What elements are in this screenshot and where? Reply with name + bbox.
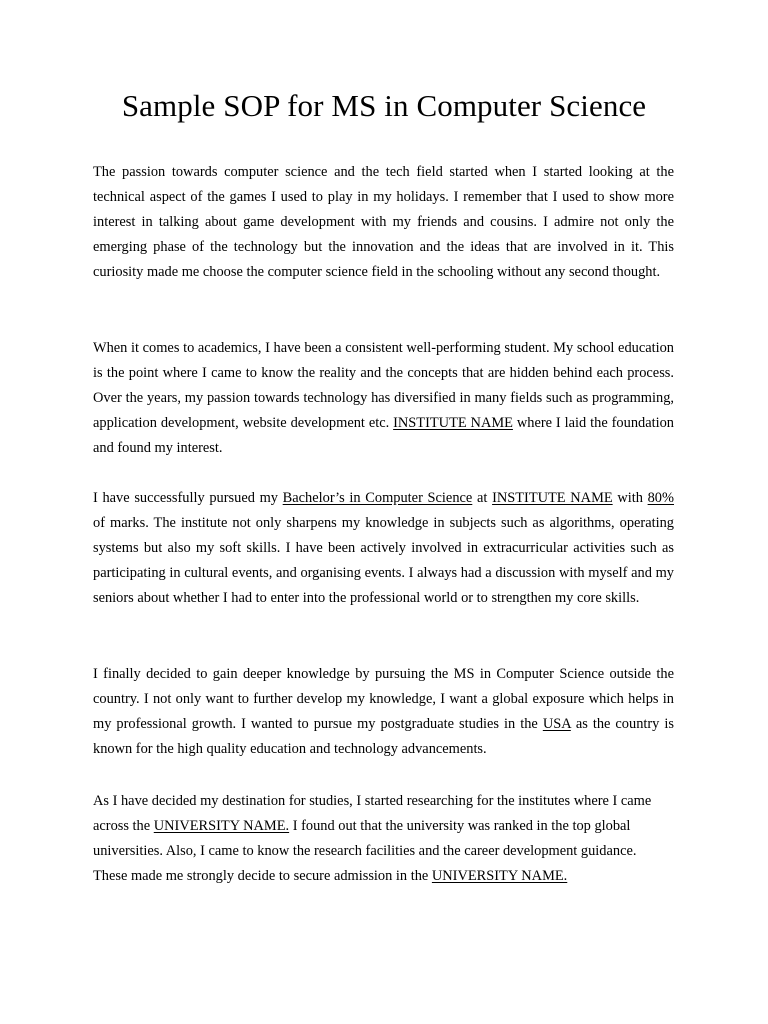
paragraph-text: As I have decided my destination for studies, I started researching for the institutes where I came across the bbox=[93, 793, 652, 835]
institute-name-placeholder: INSTITUTE NAME bbox=[393, 415, 513, 432]
paragraph-text: at bbox=[472, 490, 493, 506]
paragraph-text: with bbox=[612, 490, 648, 506]
paragraph-text: of marks. The institute not only sharpens my knowledge in subjects such as algorithms, operating systems but also my soft skills. I have been actively involved in extracurricular activities such as participating in cultural events, and organising events. I always had a discussion with myself and my seniors about whether I had to enter into the professional world or to strengthen my core skills. bbox=[93, 515, 674, 607]
paragraph-bachelors bbox=[93, 486, 674, 611]
institute-name-placeholder: INSTITUTE NAME bbox=[492, 490, 613, 506]
paragraph-text: as the country is known for the high quality education and technology advancements. bbox=[93, 716, 674, 758]
paragraph-text: I found out that the university was ranked in the top global universities. Also, I came to know the research facilities and the career development guidance. These made me strongly decide to secure admission in the bbox=[93, 818, 637, 885]
paragraph-text: The passion towards computer science and the tech field started when I started looking at the technical aspect of the games I used to play in my holidays. I remember that I used to show more interest in talking about game development with my friends and cousins. I admire not only the emerging phase of the technology but the innovation and the ideas that are involved in it. This curiosity made me choose the computer science field in the schooling without any second thought. bbox=[93, 164, 674, 281]
paragraph-academics bbox=[93, 336, 674, 461]
marks-placeholder: 80% bbox=[647, 490, 674, 506]
university-name-placeholder: UNIVERSITY NAME. bbox=[431, 868, 568, 885]
paragraph-text: where I laid the foundation and found my interest. bbox=[93, 415, 674, 457]
paragraph-text: I finally decided to gain deeper knowledge by pursuing the MS in Computer Science outside the country. I not only want to further develop my knowledge, I want a global exposure which helps in my professional growth. I wanted to pursue my postgraduate studies in the bbox=[93, 666, 674, 733]
paragraph-ms-decision bbox=[93, 662, 674, 762]
paragraph-text: I have successfully pursued my bbox=[93, 490, 283, 506]
paragraph-text: When it comes to academics, I have been a consistent well-performing student. My school education is the point where I came to know the reality and the concepts that are hidden behind each process. Over the years, my passion towards technology has diversified in many fields such as programming, application development, website development etc. bbox=[93, 340, 674, 432]
degree-name-placeholder: Bachelor’s in Computer Science bbox=[282, 490, 473, 506]
paragraph-interest bbox=[93, 160, 674, 285]
country-placeholder: USA bbox=[542, 716, 571, 733]
university-name-placeholder: UNIVERSITY NAME. bbox=[153, 818, 290, 835]
paragraph-university bbox=[93, 789, 674, 889]
document-title: Sample SOP for MS in Computer Science bbox=[121, 88, 647, 123]
